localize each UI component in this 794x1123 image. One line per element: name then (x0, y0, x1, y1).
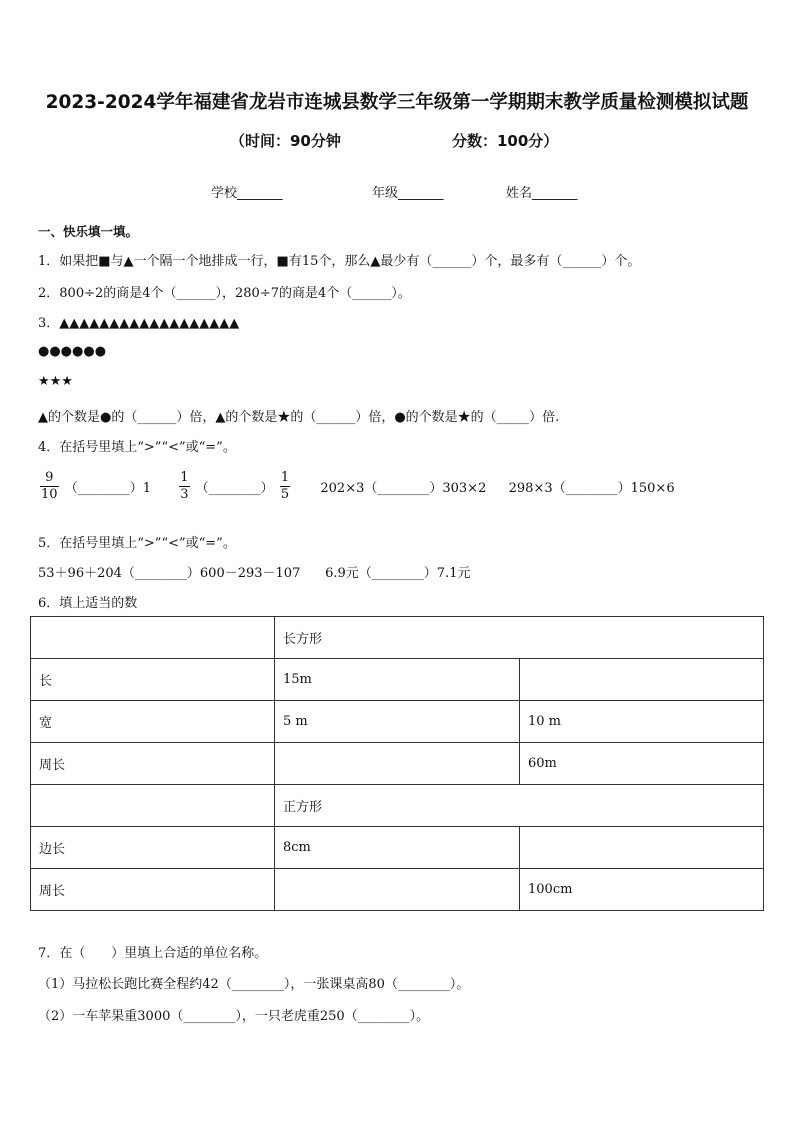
compare-blank-2[interactable]: （________） (195, 481, 274, 497)
fraction-1-5: $\frac{1}{5}$ (280, 470, 290, 503)
question-5-title: 5．在括号里填上“>”“<”或“=”。 (38, 536, 236, 551)
table-cell (31, 785, 275, 827)
table-cell: 8cm (275, 827, 520, 869)
page-title: 2023-2024学年福建省龙岩市连城县数学三年级第一学期期末教学质量检测模拟试题 (45, 92, 749, 113)
compare-blank-3[interactable]: 202×3（________）303×2 (320, 481, 487, 497)
row-label: 周长 (31, 869, 275, 911)
question-4-items (38, 470, 675, 504)
table-row (31, 869, 764, 911)
table-row (31, 743, 764, 785)
question-6-title: 6．填上适当的数 (38, 596, 138, 611)
question-5-line: 53＋96＋204（________）600－293－107 6.9元（________）7.1元 (38, 566, 471, 581)
perimeter-table (30, 616, 764, 911)
table-cell (31, 617, 275, 659)
section-heading: 一、快乐填一填。 (38, 224, 139, 239)
question-7-title: 7．在（ ）里填上合适的单位名称。 (38, 946, 268, 961)
row-label: 长 (31, 659, 275, 701)
school-field[interactable]: 学校_______ (211, 186, 283, 201)
row-label: 边长 (31, 827, 275, 869)
table-row (31, 659, 764, 701)
fraction-9-10: $\frac{9}{10}$ (41, 470, 58, 503)
question-3-dots: ●●●●●● (38, 344, 107, 359)
question-3-stars: ★★★ (38, 374, 73, 389)
row-label: 周长 (31, 743, 275, 785)
question-1: 1．如果把■与▲一个隔一个地排成一行，■有15个，那么▲最少有（______）个，最多有（______）个。 (38, 254, 641, 269)
fraction-1-3: $\frac{1}{3}$ (180, 470, 189, 503)
time-limit: （时间：90分钟 (230, 132, 341, 150)
row-label: 宽 (31, 701, 275, 743)
name-field[interactable]: 姓名_______ (506, 186, 578, 201)
question-7-1: （1）马拉松长跑比赛全程约42（________），一张课桌高80（________）。 (38, 977, 470, 992)
table-row (31, 701, 764, 743)
answer-cell[interactable] (275, 869, 520, 911)
table-cell: 10 m (520, 701, 764, 743)
table-cell: 100cm (520, 869, 764, 911)
table-cell: 5 m (275, 701, 520, 743)
question-4-title: 4．在括号里填上“>”“<”或“=”。 (38, 440, 236, 455)
table-row (31, 827, 764, 869)
total-score: 分数：100分） (452, 132, 559, 150)
rectangle-header: 长方形 (275, 617, 764, 659)
table-cell: 60m (520, 743, 764, 785)
question-3-triangles: 3．▲▲▲▲▲▲▲▲▲▲▲▲▲▲▲▲▲▲ (38, 316, 240, 331)
answer-cell[interactable] (520, 827, 764, 869)
question-7-2: （2）一车苹果重3000（________），一只老虎重250（________）。 (38, 1009, 430, 1024)
compare-blank-1[interactable]: （________）1 (64, 481, 151, 497)
answer-cell[interactable] (275, 743, 520, 785)
square-header: 正方形 (275, 785, 764, 827)
compare-blank-4[interactable]: 298×3（________）150×6 (508, 481, 675, 497)
table-cell: 15m (275, 659, 520, 701)
grade-field[interactable]: 年级_______ (372, 186, 444, 201)
question-3-text: ▲的个数是●的（______）倍，▲的个数是★的（______）倍，●的个数是★的（_____）倍. (38, 410, 560, 425)
answer-cell[interactable] (520, 659, 764, 701)
question-2: 2．800÷2的商是4个（______），280÷7的商是4个（______）。 (38, 286, 411, 301)
